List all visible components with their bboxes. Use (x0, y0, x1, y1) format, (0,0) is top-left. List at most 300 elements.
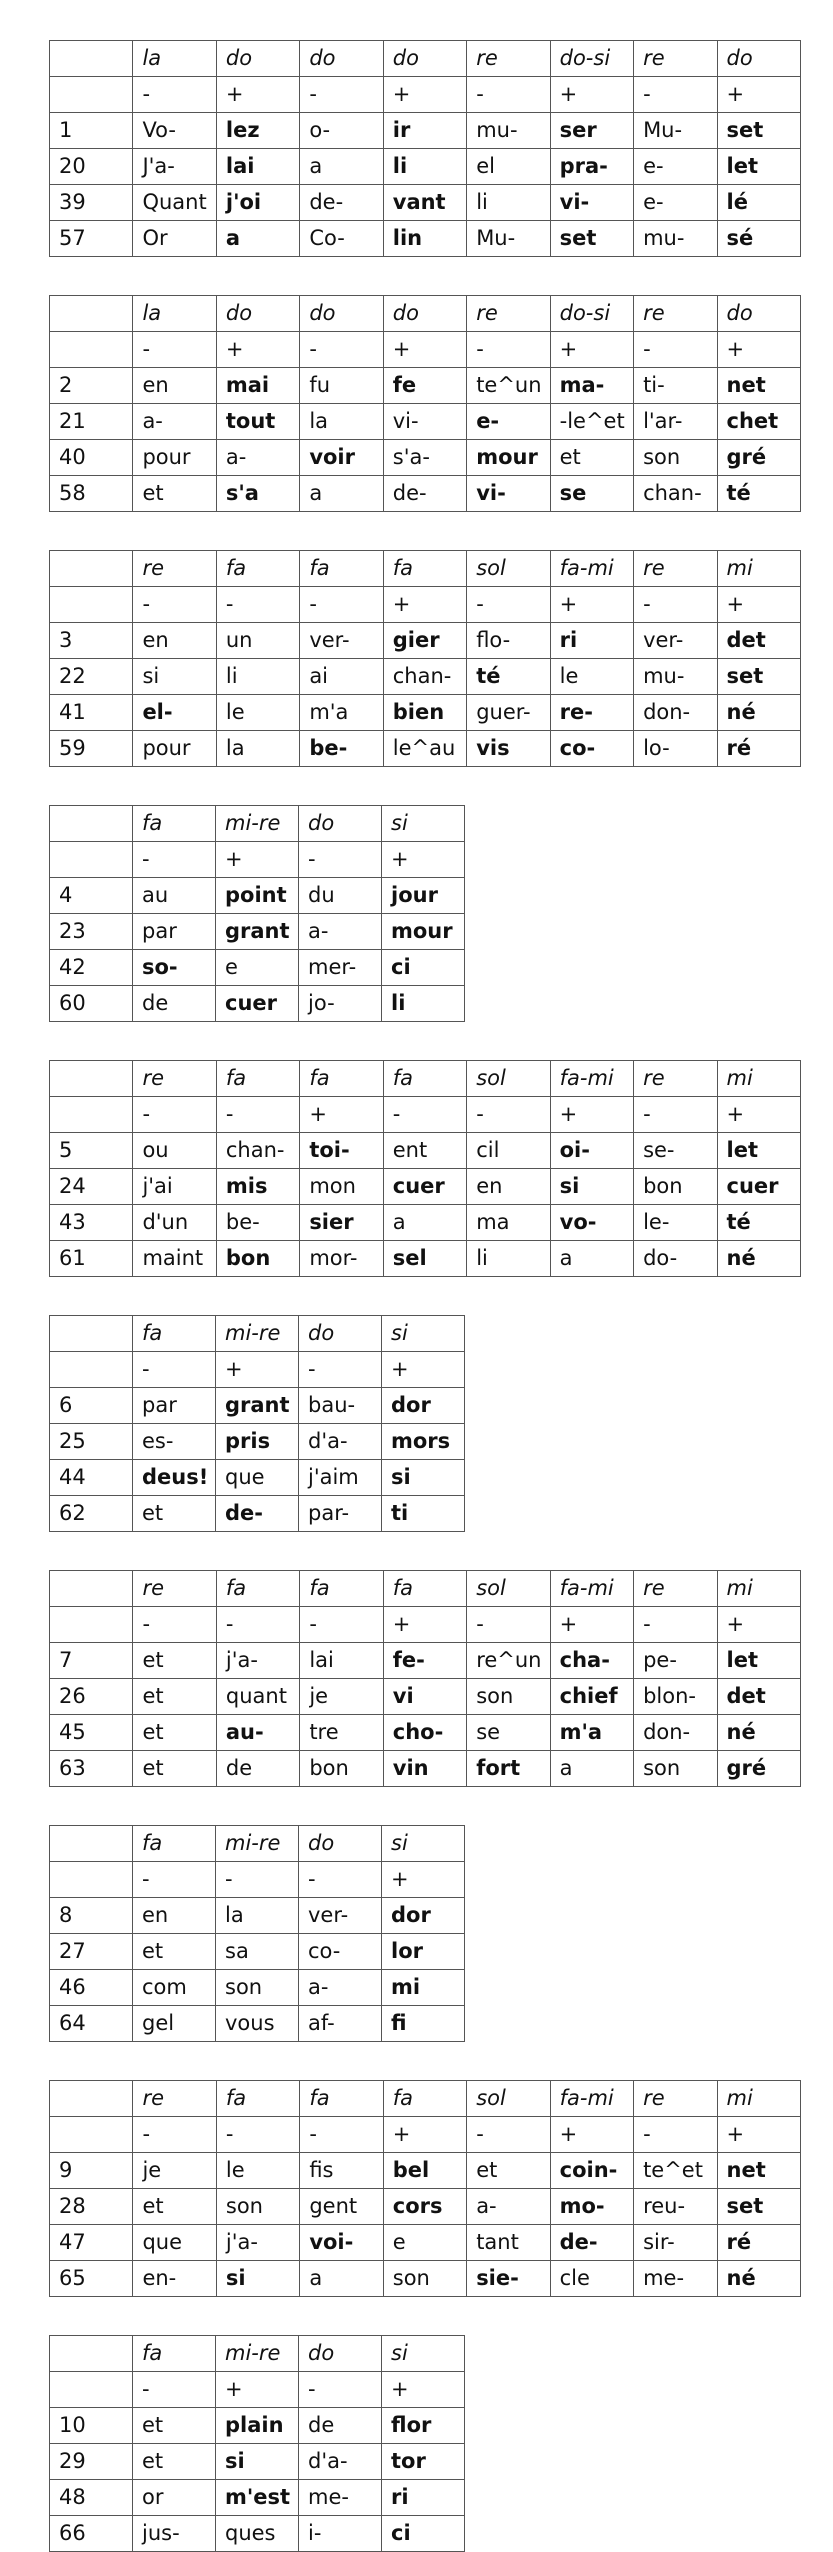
syllable-cell: pris (216, 1424, 299, 1460)
syllable-cell: la (216, 1898, 299, 1934)
syllable-cell: voir (300, 440, 383, 476)
syllable-cell: jo- (299, 986, 382, 1022)
line-number-cell: 42 (50, 950, 133, 986)
syllable-cell: Mu- (467, 221, 550, 257)
syllable-cell: en (467, 1169, 550, 1205)
syllable-cell: + (382, 1352, 465, 1388)
syllable-cell: mi (717, 1571, 801, 1607)
line-number-cell: 23 (50, 914, 133, 950)
syllable-cell: re (467, 296, 550, 332)
syllable-cell: mour (382, 914, 465, 950)
syllable-cell: bau- (299, 1388, 382, 1424)
syllable-cell: - (299, 1352, 382, 1388)
table-gap (49, 1277, 801, 1315)
syllable-cell: + (550, 2117, 633, 2153)
syllable-cell: + (550, 332, 633, 368)
syllable-cell: + (717, 1607, 801, 1643)
syllable-cell: et (467, 2153, 550, 2189)
syllable-cell: coin- (550, 2153, 633, 2189)
stress-row (50, 332, 801, 368)
syllable-cell: - (216, 587, 299, 623)
syllable-cell: fis (300, 2153, 383, 2189)
table-row (50, 731, 801, 767)
syllable-cell: mai (216, 368, 299, 404)
syllable-cell: mour (467, 440, 550, 476)
syllable-cell: jus- (133, 2516, 216, 2552)
syllable-cell: flor (382, 2408, 465, 2444)
syllable-cell: j'a- (216, 2225, 299, 2261)
syllable-cell: fu (300, 368, 383, 404)
syllable-cell: let (717, 149, 801, 185)
syllable-cell: et (133, 2189, 216, 2225)
syllable-cell: - (300, 2117, 383, 2153)
syllable-cell: fa (383, 1061, 466, 1097)
syllable-cell: de- (300, 185, 383, 221)
syllable-cell: fa (216, 1061, 299, 1097)
line-number-cell: 22 (50, 659, 133, 695)
syllable-cell: + (550, 587, 633, 623)
syllable-cell: do (299, 1826, 382, 1862)
syllable-cell: - (467, 1607, 550, 1643)
line-number-cell: 48 (50, 2480, 133, 2516)
syllable-cell: el- (133, 695, 216, 731)
syllable-cell: i- (299, 2516, 382, 2552)
syllable-cell: bon (216, 1241, 299, 1277)
syllable-cell: e- (634, 185, 717, 221)
syllable-cell: mis (216, 1169, 299, 1205)
syllable-cell: - (133, 1862, 216, 1898)
syllable-cell: son (383, 2261, 466, 2297)
syllable-cell: a- (133, 404, 216, 440)
table-row (50, 113, 801, 149)
table-row (50, 1496, 465, 1532)
line-number-cell: 46 (50, 1970, 133, 2006)
syllable-cell: - (467, 2117, 550, 2153)
syllable-cell: s'a (216, 476, 299, 512)
syllable-cell: - (634, 77, 717, 113)
syllable-cell: lo- (634, 731, 717, 767)
table-row (50, 440, 801, 476)
syllable-cell: e (216, 950, 299, 986)
syllable-cell: pour (133, 440, 216, 476)
syllable-cell: -le^et (550, 404, 633, 440)
syllable-cell: cuer (383, 1169, 466, 1205)
table-row (50, 914, 465, 950)
syllable-cell: e (383, 2225, 466, 2261)
syllable-cell: mu- (467, 113, 550, 149)
stress-row (50, 2117, 801, 2153)
stress-row (50, 1862, 465, 1898)
syllable-cell: vo- (550, 1205, 633, 1241)
syllable-cell: le (550, 659, 633, 695)
syllable-cell: plain (216, 2408, 299, 2444)
syllable-cell: + (383, 2117, 466, 2153)
line-number-cell: 3 (50, 623, 133, 659)
syllable-cell: let (717, 1643, 801, 1679)
syllable-cell: - (299, 2372, 382, 2408)
syllable-cell: do (216, 296, 299, 332)
syllable-cell: du (299, 878, 382, 914)
table-gap (49, 2042, 801, 2080)
syllable-cell: sa (216, 1934, 299, 1970)
syllable-cell: son (634, 440, 717, 476)
syllable-cell: son (216, 2189, 299, 2225)
table-row (50, 2189, 801, 2225)
syllable-cell: lez (216, 113, 299, 149)
table-row (50, 1169, 801, 1205)
syllable-cell: do (299, 806, 382, 842)
syllable-cell: do- (634, 1241, 717, 1277)
syllable-cell: bel (383, 2153, 466, 2189)
syllable-cell: + (216, 842, 299, 878)
table-gap (49, 1532, 801, 1570)
syllable-cell: son (467, 1679, 550, 1715)
syllable-cell: - (467, 1097, 550, 1133)
syllable-cell: - (133, 332, 216, 368)
syllable-cell: sie- (467, 2261, 550, 2297)
syllable-cell: té (717, 476, 801, 512)
table-row (50, 1424, 465, 1460)
table-row (50, 2516, 465, 2552)
syllable-cell: ci (382, 2516, 465, 2552)
syllable-cell: do (383, 296, 466, 332)
syllable-cell: et (133, 1496, 216, 1532)
syllable-cell: de- (383, 476, 466, 512)
syllable-cell: ti- (634, 368, 717, 404)
syllable-cell: don- (634, 695, 717, 731)
syllable-cell: re (634, 1061, 717, 1097)
syllable-cell: a (550, 1751, 633, 1787)
syllable-table (49, 295, 801, 512)
syllable-cell: m'a (550, 1715, 633, 1751)
syllable-cell: j'oi (216, 185, 299, 221)
syllable-cell: le- (634, 1205, 717, 1241)
syllable-cell: mi (382, 1970, 465, 2006)
syllable-cell: sol (467, 2081, 550, 2117)
syllable-cell: co- (299, 1934, 382, 1970)
syllable-cell: li (383, 149, 466, 185)
syllable-cell: son (634, 1751, 717, 1787)
syllable-cell: fa (300, 1571, 383, 1607)
syllable-cell: te^et (634, 2153, 717, 2189)
syllable-cell: do (383, 41, 466, 77)
syllable-cell: quant (216, 1679, 299, 1715)
syllable-cell: au (133, 878, 216, 914)
notes-row (50, 806, 465, 842)
syllable-cell: té (717, 1205, 801, 1241)
syllable-cell: + (717, 1097, 801, 1133)
syllable-cell: + (382, 1862, 465, 1898)
table-row (50, 1715, 801, 1751)
syllable-cell: re (634, 41, 717, 77)
syllable-cell: et (133, 1679, 216, 1715)
syllable-cell: je (300, 1679, 383, 1715)
table-row (50, 623, 801, 659)
line-number-cell: 10 (50, 2408, 133, 2444)
syllable-cell: - (133, 1352, 216, 1388)
syllable-cell: si (382, 1316, 465, 1352)
line-number-cell: 43 (50, 1205, 133, 1241)
syllable-cell: mi-re (216, 806, 299, 842)
syllable-cell: voi- (300, 2225, 383, 2261)
syllable-cell: guer- (467, 695, 550, 731)
syllable-cell: + (382, 842, 465, 878)
syllable-cell: li (467, 185, 550, 221)
syllable-cell: or (133, 2480, 216, 2516)
syllable-cell: la (216, 731, 299, 767)
syllable-cell: sol (467, 1571, 550, 1607)
syllable-cell: m'est (216, 2480, 299, 2516)
syllable-cell: ma- (550, 368, 633, 404)
syllable-cell: - (216, 1097, 299, 1133)
syllable-cell: par (133, 914, 216, 950)
line-number-cell: 47 (50, 2225, 133, 2261)
table-row (50, 1643, 801, 1679)
syllable-cell: en (133, 623, 216, 659)
line-number-cell: 1 (50, 113, 133, 149)
syllable-cell: mi-re (216, 1316, 299, 1352)
line-number-cell (50, 1097, 133, 1133)
line-number-cell: 20 (50, 149, 133, 185)
syllable-cell: - (383, 1097, 466, 1133)
table-row (50, 986, 465, 1022)
syllable-cell: fa-mi (550, 2081, 633, 2117)
table-row (50, 1679, 801, 1715)
syllable-cell: l'ar- (634, 404, 717, 440)
syllable-cell: gré (717, 440, 801, 476)
table-row (50, 2225, 801, 2261)
syllable-cell: - (133, 2117, 216, 2153)
line-number-cell (50, 332, 133, 368)
syllable-cell: fa (133, 1316, 216, 1352)
line-number-cell: 65 (50, 2261, 133, 2297)
line-number-cell (50, 296, 133, 332)
syllable-cell: d'un (133, 1205, 216, 1241)
syllable-cell: le (216, 695, 299, 731)
syllable-cell: gré (717, 1751, 801, 1787)
syllable-cell: chan- (634, 476, 717, 512)
syllable-cell: le^au (383, 731, 466, 767)
syllable-cell: gent (300, 2189, 383, 2225)
line-number-cell: 45 (50, 1715, 133, 1751)
syllable-cell: cors (383, 2189, 466, 2225)
syllable-cell: fa (300, 2081, 383, 2117)
syllable-cell: deus! (133, 1460, 216, 1496)
syllable-cell: do (300, 296, 383, 332)
syllable-cell: vi- (383, 404, 466, 440)
syllable-cell: en (133, 1898, 216, 1934)
syllable-cell: fi (382, 2006, 465, 2042)
syllable-cell: chan- (383, 659, 466, 695)
syllable-cell: + (717, 2117, 801, 2153)
syllable-cell: + (550, 1607, 633, 1643)
syllable-cell: a- (299, 914, 382, 950)
syllable-cell: lai (300, 1643, 383, 1679)
line-number-cell: 27 (50, 1934, 133, 1970)
syllable-cell: - (133, 587, 216, 623)
syllable-cell: - (634, 1607, 717, 1643)
syllable-cell: et (133, 1751, 216, 1787)
notes-row (50, 551, 801, 587)
syllable-cell: s'a- (383, 440, 466, 476)
line-number-cell: 28 (50, 2189, 133, 2225)
syllable-cell: mi (717, 551, 801, 587)
line-number-cell: 6 (50, 1388, 133, 1424)
syllable-cell: fa-mi (550, 1061, 633, 1097)
syllable-cell: - (300, 587, 383, 623)
syllable-cell: le (216, 2153, 299, 2189)
syllable-cell: et (133, 476, 216, 512)
syllable-cell: net (717, 2153, 801, 2189)
syllable-cell: re (133, 2081, 216, 2117)
line-number-cell (50, 1607, 133, 1643)
syllable-cell: sé (717, 221, 801, 257)
syllable-cell: - (634, 2117, 717, 2153)
table-row (50, 1241, 801, 1277)
syllable-cell: a (300, 2261, 383, 2297)
syllable-cell: et (133, 1643, 216, 1679)
syllable-cell: vi- (550, 185, 633, 221)
syllable-cell: re (634, 1571, 717, 1607)
line-number-cell (50, 2372, 133, 2408)
stress-row (50, 587, 801, 623)
syllable-cell: me- (634, 2261, 717, 2297)
syllable-cell: + (216, 332, 299, 368)
syllable-cell: de- (550, 2225, 633, 2261)
syllable-cell: + (717, 332, 801, 368)
line-number-cell: 5 (50, 1133, 133, 1169)
syllable-cell: - (133, 77, 216, 113)
syllable-cell: li (382, 986, 465, 1022)
syllable-cell: mi-re (216, 2336, 299, 2372)
stress-row (50, 77, 801, 113)
line-number-cell: 8 (50, 1898, 133, 1934)
syllable-cell: et (550, 440, 633, 476)
syllable-cell: let (717, 1133, 801, 1169)
syllable-cell: si (216, 2261, 299, 2297)
syllable-cell: si (550, 1169, 633, 1205)
syllable-cell: oi- (550, 1133, 633, 1169)
line-number-cell: 29 (50, 2444, 133, 2480)
syllable-cell: e- (467, 404, 550, 440)
syllable-cell: fa (216, 2081, 299, 2117)
syllable-cell: fa-mi (550, 1571, 633, 1607)
syllable-cell: af- (299, 2006, 382, 2042)
line-number-cell: 25 (50, 1424, 133, 1460)
syllable-cell: cha- (550, 1643, 633, 1679)
syllable-cell: com (133, 1970, 216, 2006)
syllable-cell: set (717, 659, 801, 695)
syllable-cell: vi (383, 1679, 466, 1715)
syllable-cell: lor (382, 1934, 465, 1970)
syllable-cell: ver- (299, 1898, 382, 1934)
line-number-cell (50, 842, 133, 878)
notes-row (50, 1316, 465, 1352)
syllable-cell: en- (133, 2261, 216, 2297)
syllable-cell: j'aim (299, 1460, 382, 1496)
syllable-cell: ré (717, 731, 801, 767)
syllable-cell: mi-re (216, 1826, 299, 1862)
syllable-cell: fa (133, 2336, 216, 2372)
syllable-table (49, 40, 801, 257)
table-row (50, 1133, 801, 1169)
syllable-cell: - (216, 1607, 299, 1643)
syllable-cell: - (299, 1862, 382, 1898)
syllable-cell: fe (383, 368, 466, 404)
table-row (50, 1388, 465, 1424)
syllable-cell: fe- (383, 1643, 466, 1679)
syllable-table (49, 1570, 801, 1787)
syllable-cell: set (717, 2189, 801, 2225)
syllable-cell: - (467, 587, 550, 623)
syllable-cell: la (133, 41, 216, 77)
syllable-cell: - (634, 587, 717, 623)
syllable-cell: toi- (300, 1133, 383, 1169)
notes-row (50, 2336, 465, 2372)
syllable-cell: + (717, 77, 801, 113)
syllable-table (49, 2080, 801, 2297)
syllable-cell: a (300, 476, 383, 512)
table-gap (49, 2297, 801, 2335)
line-number-cell: 9 (50, 2153, 133, 2189)
syllable-cell: a- (467, 2189, 550, 2225)
syllable-cell: re^un (467, 1643, 550, 1679)
syllable-cell: fa (133, 1826, 216, 1862)
syllable-cell: par- (299, 1496, 382, 1532)
syllable-cell: don- (634, 1715, 717, 1751)
syllable-cell: bon (300, 1751, 383, 1787)
syllable-cell: té (467, 659, 550, 695)
syllable-cell: se (550, 476, 633, 512)
syllable-cell: fort (467, 1751, 550, 1787)
syllable-cell: el (467, 149, 550, 185)
table-row (50, 2006, 465, 2042)
table-row (50, 2444, 465, 2480)
syllable-table (49, 1825, 465, 2042)
syllable-cell: ré (717, 2225, 801, 2261)
syllable-table (49, 1315, 465, 1532)
syllable-cell: d'a- (299, 1424, 382, 1460)
stress-row (50, 1097, 801, 1133)
syllable-cell: a (550, 1241, 633, 1277)
syllable-cell: j'ai (133, 1169, 216, 1205)
syllable-cell: mi (717, 2081, 801, 2117)
syllable-cell: fa (216, 1571, 299, 1607)
syllable-cell: se- (634, 1133, 717, 1169)
syllable-cell: me- (299, 2480, 382, 2516)
table-row (50, 476, 801, 512)
syllable-cell: - (467, 77, 550, 113)
syllable-cell: re (467, 41, 550, 77)
syllable-cell: mer- (299, 950, 382, 986)
syllable-table (49, 1060, 801, 1277)
syllable-cell: lé (717, 185, 801, 221)
table-row (50, 695, 801, 731)
syllable-cell: mu- (634, 221, 717, 257)
table-gap (49, 1787, 801, 1825)
syllable-cell: chet (717, 404, 801, 440)
syllable-cell: ent (383, 1133, 466, 1169)
table-row (50, 950, 465, 986)
syllable-cell: cuer (717, 1169, 801, 1205)
syllable-cell: je (133, 2153, 216, 2189)
syllable-cell: ci (382, 950, 465, 986)
syllable-cell: ma (467, 1205, 550, 1241)
syllable-cell: Quant (133, 185, 216, 221)
syllable-cell: re (133, 1571, 216, 1607)
syllable-cell: + (383, 1607, 466, 1643)
table-row (50, 404, 801, 440)
